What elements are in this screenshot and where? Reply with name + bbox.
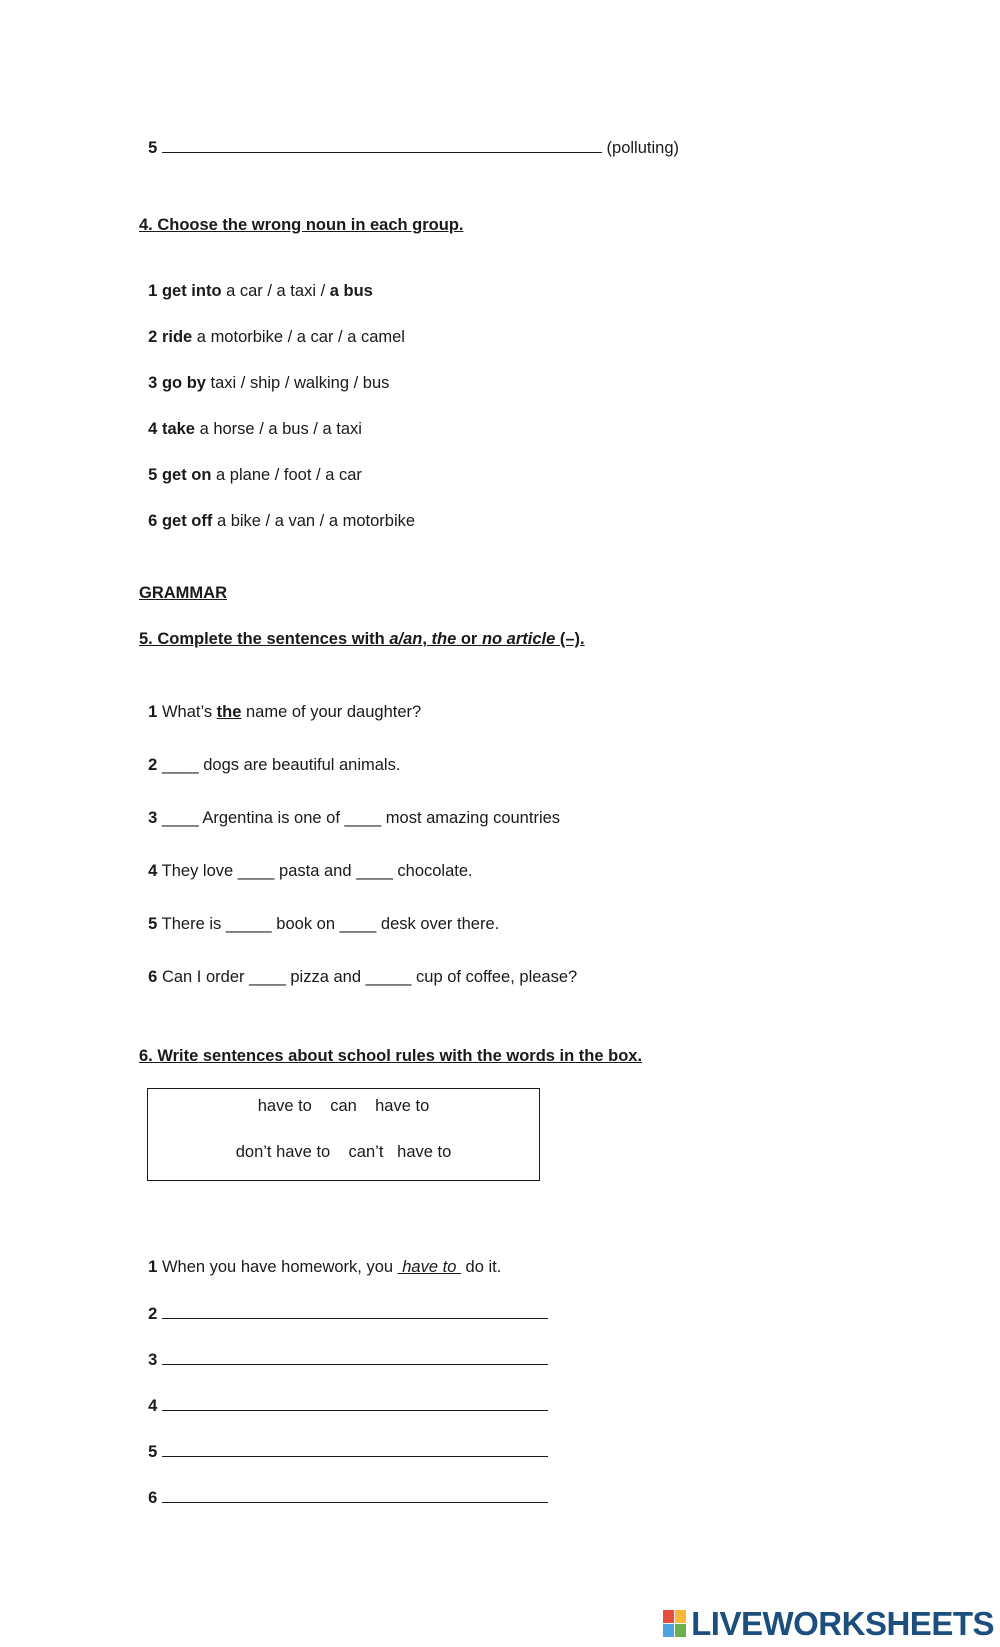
item-hint: (polluting)	[606, 139, 680, 157]
item-verb: take	[161, 420, 195, 438]
logo-icon	[663, 1610, 687, 1638]
sec6-item-5[interactable]	[139, 1421, 548, 1462]
item-number: 4	[148, 1397, 158, 1415]
answer-blank[interactable]	[162, 1395, 548, 1411]
item-number: 4	[148, 862, 158, 880]
section-4-heading: 4. Choose the wrong noun in each group.	[139, 216, 464, 234]
item-verb: get off	[161, 512, 213, 530]
grammar-heading: GRAMMAR	[139, 584, 227, 602]
sec3-item-5	[139, 117, 679, 158]
answer-blank[interactable]	[162, 1441, 548, 1457]
item-verb: get into	[161, 282, 222, 300]
item-sentence[interactable]: Can I order ____ pizza and _____ cup of coffee, please?	[157, 968, 578, 986]
section-6-heading: 6. Write sentences about school rules with the words in the box.	[139, 1047, 643, 1065]
sec5-item-2[interactable]	[139, 735, 400, 775]
sec5-item-5[interactable]	[139, 894, 499, 934]
sec5-item-4[interactable]	[139, 841, 473, 881]
item-number: 5	[148, 1443, 158, 1461]
item-options: a motorbike / a car / a camel	[192, 328, 405, 346]
sec5-item-3[interactable]	[139, 788, 560, 828]
item-verb: go by	[161, 374, 206, 392]
item-number: 1	[148, 703, 158, 721]
item-options: a horse / a bus / a taxi	[194, 420, 362, 438]
example-answer: the	[216, 703, 242, 721]
item-number: 3	[148, 1351, 158, 1369]
item-number: 1	[148, 282, 158, 300]
item-number: 3	[148, 374, 158, 392]
liveworksheets-logo	[663, 1607, 994, 1641]
sec6-item-3[interactable]	[139, 1329, 548, 1370]
item-number: 4	[148, 420, 158, 438]
item-sentence[interactable]: ____ Argentina is one of ____ most amazing countries	[157, 809, 561, 827]
sec4-item-4[interactable]	[139, 399, 362, 439]
item-number: 5	[148, 139, 158, 157]
sec6-item-6[interactable]	[139, 1467, 548, 1508]
sec6-item-1: 1 When you have homework, you have to do it.	[148, 1258, 502, 1276]
item-number: 6	[148, 1489, 158, 1507]
word-box-line-2: don’t have to can’t have to	[235, 1143, 452, 1161]
sec5-item-1: 1 What’s the name of your daughter?	[148, 703, 422, 721]
answer-blank[interactable]	[162, 1303, 548, 1319]
item-number: 6	[148, 512, 158, 530]
item-number: 2	[148, 328, 158, 346]
word-box-line-1: have to can have to	[257, 1097, 430, 1115]
example-answer: have to	[402, 1258, 457, 1276]
sec4-item-3[interactable]	[139, 353, 389, 393]
sec4-item-1[interactable]	[139, 261, 373, 301]
answer-blank[interactable]	[162, 1487, 548, 1503]
sec6-item-2[interactable]	[139, 1283, 548, 1324]
section-5-heading: 5. Complete the sentences with a/an, the or no article (–).	[139, 630, 585, 648]
answer-blank[interactable]	[162, 1349, 548, 1365]
item-number: 1	[148, 1258, 158, 1276]
answer-blank[interactable]	[162, 137, 602, 153]
item-options: a car / a taxi /	[221, 282, 330, 300]
item-options: a bike / a van / a motorbike	[212, 512, 416, 530]
item-number: 6	[148, 968, 158, 986]
item-options: a plane / foot / a car	[211, 466, 362, 484]
sec4-item-6[interactable]	[139, 491, 415, 531]
item-number: 2	[148, 1305, 158, 1323]
sec6-item-4[interactable]	[139, 1375, 548, 1416]
item-options: taxi / ship / walking / bus	[205, 374, 390, 392]
sec5-item-6[interactable]	[139, 947, 577, 987]
item-number: 5	[148, 466, 158, 484]
item-sentence[interactable]: They love ____ pasta and ____ chocolate.	[157, 862, 473, 880]
item-selected-option: a bus	[329, 282, 373, 300]
item-number: 2	[148, 756, 158, 774]
item-verb: ride	[161, 328, 193, 346]
word-box	[147, 1088, 540, 1181]
item-sentence[interactable]: ____ dogs are beautiful animals.	[157, 756, 401, 774]
logo-text: LIVEWORKSHEETS	[691, 1605, 994, 1642]
sec4-item-2[interactable]	[139, 307, 405, 347]
item-verb: get on	[161, 466, 212, 484]
item-number: 5	[148, 915, 158, 933]
sec4-item-5[interactable]	[139, 445, 362, 485]
item-sentence[interactable]: There is _____ book on ____ desk over there.	[157, 915, 500, 933]
item-number: 3	[148, 809, 158, 827]
